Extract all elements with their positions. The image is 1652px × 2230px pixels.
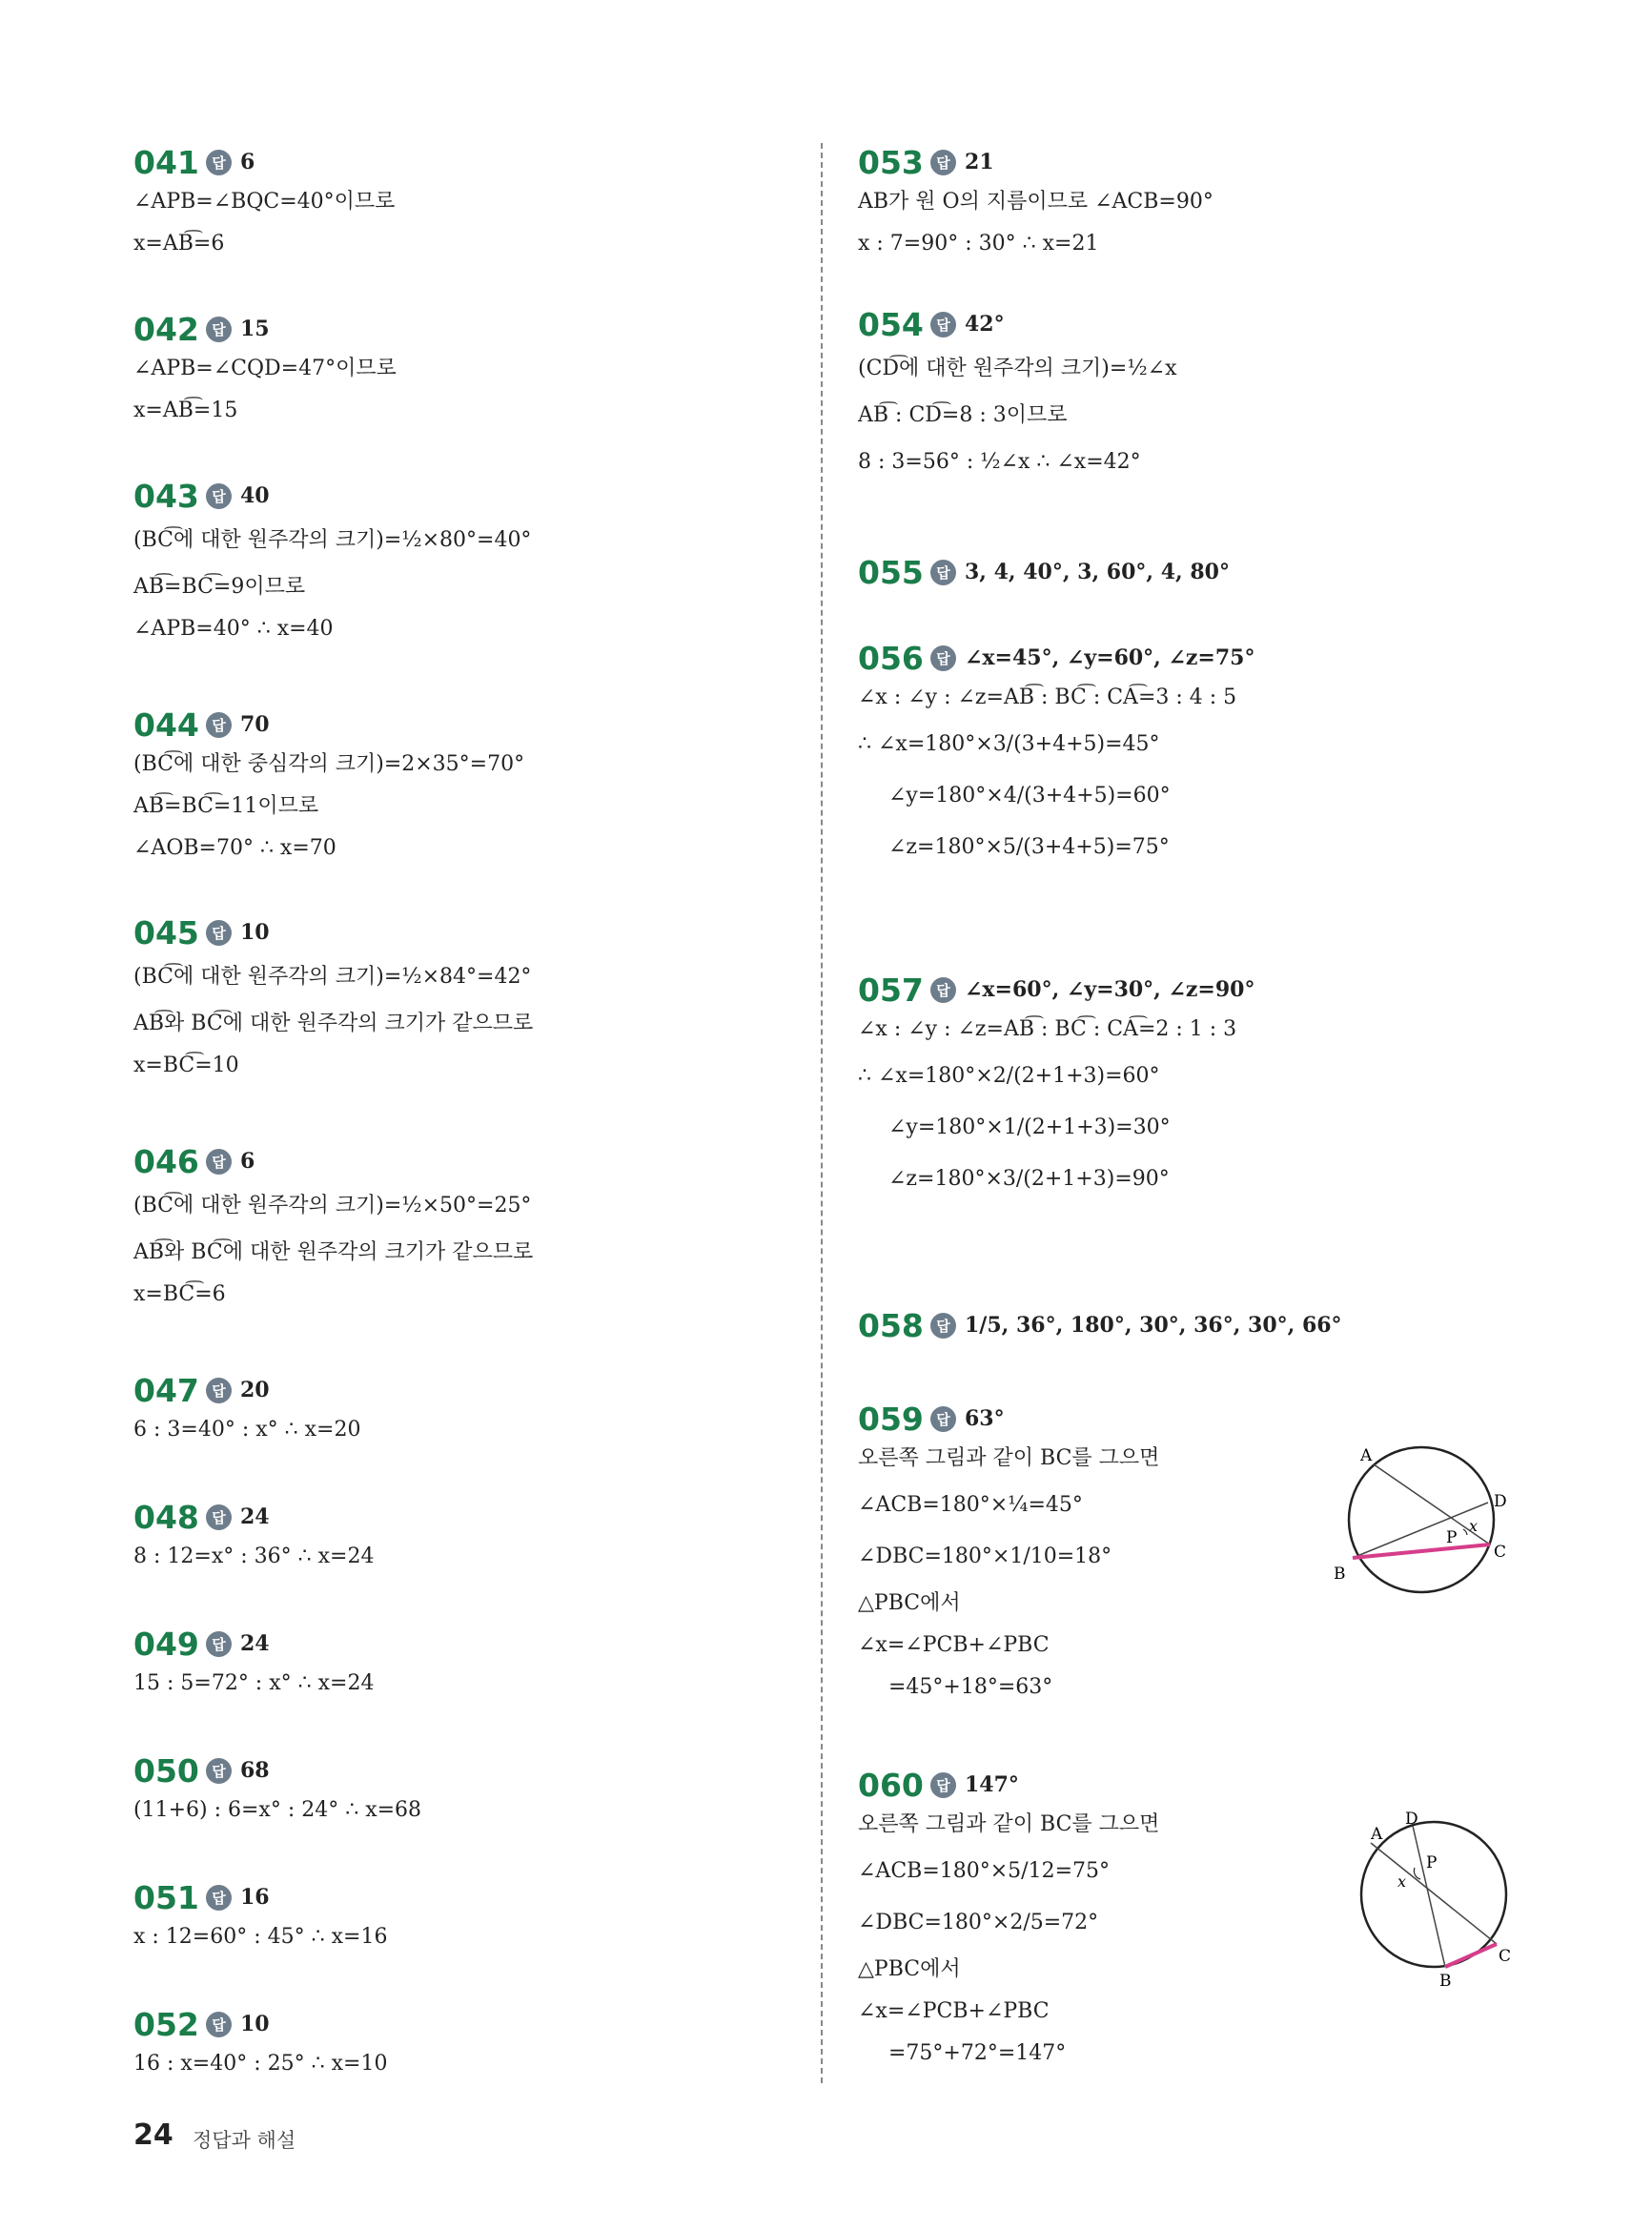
problem-051: [133, 1878, 387, 1958]
answer-badge: 답: [206, 317, 232, 342]
solution-line: ∠x=∠PCB+∠PBC: [858, 1633, 1050, 1657]
problem-048: [133, 1498, 374, 1578]
answer-value: 147°: [965, 1772, 1019, 1797]
solution-line: 15 : 5=72° : x° ∴ x=24: [133, 1671, 375, 1695]
problem-number: 043: [133, 477, 199, 515]
solution-line: ∠ACB=180°×¼=45°: [858, 1493, 1083, 1517]
column-divider: [821, 143, 823, 2083]
problem-number: 055: [858, 553, 924, 591]
solution-line: AB가 원 O의 지름이므로 ∠ACB=90°: [858, 190, 1214, 214]
answer-badge: 답: [930, 560, 956, 585]
problem-058: [858, 1306, 1342, 1344]
solution-line: 16 : x=40° : 25° ∴ x=10: [133, 2052, 388, 2076]
answer-badge: 답: [930, 150, 956, 175]
solution-line: x : 12=60° : 45° ∴ x=16: [133, 1925, 388, 1949]
solution-line: ∠AOB=70° ∴ x=70: [133, 836, 337, 860]
solution-line: x=BC͡=6: [133, 1282, 226, 1306]
problem-number: 056: [858, 639, 924, 677]
label-d: D: [1494, 1492, 1507, 1511]
problem-number: 041: [133, 143, 199, 181]
solution-line: ∠APB=40° ∴ x=40: [133, 617, 334, 641]
answer-value: 1/5, 36°, 180°, 30°, 36°, 30°, 66°: [965, 1313, 1342, 1338]
answer-value: 24: [240, 1631, 270, 1656]
problem-055: [858, 553, 1230, 591]
problem-number: 051: [133, 1878, 199, 1916]
solution-line: △PBC에서: [858, 1591, 961, 1615]
problem-044: [133, 706, 524, 869]
circle-diagram-059: [1330, 1440, 1520, 1602]
label-b: B: [1439, 1972, 1452, 1988]
answer-badge: 답: [930, 977, 956, 1003]
problem-052: [133, 2005, 387, 2085]
answer-value: 10: [240, 2012, 270, 2036]
problem-045: [133, 913, 533, 1087]
answer-value: 63°: [965, 1406, 1005, 1431]
label-b: B: [1334, 1565, 1346, 1584]
answer-value: ∠x=45°, ∠y=60°, ∠z=75°: [965, 645, 1255, 670]
solution-line: ∠z=180°×5/(3+4+5)=75°: [888, 835, 1170, 859]
answer-value: ∠x=60°, ∠y=30°, ∠z=90°: [965, 977, 1255, 1002]
page-number: 24: [133, 2118, 173, 2152]
problem-050: [133, 1751, 421, 1831]
solution-line: ∴ ∠x=180°×2/(2+1+3)=60°: [858, 1064, 1160, 1088]
solution-line: (BC͡에 대한 원주각의 크기)=½×84°=42°: [133, 965, 532, 989]
problem-number: 044: [133, 706, 199, 744]
answer-value: 10: [240, 920, 270, 945]
solution-line: △PBC에서: [858, 1957, 961, 1981]
problem-054: [858, 305, 1176, 488]
solution-line: AB͡ : CD͡=8 : 3이므로: [858, 403, 1068, 427]
problem-number: 059: [858, 1400, 924, 1438]
label-x: x: [1397, 1872, 1407, 1891]
answer-value: 42°: [965, 312, 1005, 337]
solution-line: 8 : 3=56° : ½∠x ∴ ∠x=42°: [858, 450, 1141, 474]
solution-line: 오른쪽 그림과 같이 BC를 그으면: [858, 1446, 1160, 1470]
solution-line: x=AB͡=6: [133, 232, 225, 256]
solution-line: (BC͡에 대한 원주각의 크기)=½×50°=25°: [133, 1194, 532, 1217]
solution-line: ∠x : ∠y : ∠z=AB͡ : BC͡ : CA͡=2 : 1 : 3: [858, 1017, 1237, 1041]
label-a: A: [1360, 1446, 1373, 1465]
problem-042: [133, 310, 397, 432]
problem-057: [858, 971, 1254, 1205]
solution-line: ∠APB=∠CQD=47°이므로: [133, 357, 397, 380]
solution-line: ∠DBC=180°×2/5=72°: [858, 1911, 1099, 1934]
answer-value: 6: [240, 150, 255, 174]
problem-number: 042: [133, 310, 199, 348]
solution-line: AB͡와 BC͡에 대한 원주각의 크기가 같으므로: [133, 1012, 534, 1035]
solution-line: =75°+72°=147°: [888, 2041, 1067, 2065]
answer-badge: 답: [206, 1504, 232, 1530]
solution-line: (CD͡에 대한 원주각의 크기)=½∠x: [858, 357, 1177, 380]
solution-line: x=BC͡=10: [133, 1054, 239, 1077]
solution-line: (BC͡에 대한 원주각의 크기)=½×80°=40°: [133, 528, 532, 552]
solution-line: ∠x : ∠y : ∠z=AB͡ : BC͡ : CA͡=3 : 4 : 5: [858, 685, 1237, 709]
solution-line: x : 7=90° : 30° ∴ x=21: [858, 232, 1099, 256]
answer-badge: 답: [930, 1313, 956, 1339]
solution-line: (BC͡에 대한 중심각의 크기)=2×35°=70°: [133, 752, 525, 776]
label-x: x: [1469, 1517, 1479, 1535]
problem-046: [133, 1142, 533, 1316]
label-c: C: [1499, 1947, 1512, 1966]
chord-db: [1413, 1826, 1445, 1967]
problem-number: 047: [133, 1371, 199, 1409]
solution-line: ∠y=180°×4/(3+4+5)=60°: [888, 784, 1171, 808]
answer-value: 6: [240, 1149, 255, 1174]
answer-badge: 답: [930, 645, 956, 671]
problem-number: 045: [133, 913, 199, 951]
answer-value: 15: [240, 317, 270, 341]
chord-bc: [1353, 1545, 1490, 1558]
label-a: A: [1371, 1825, 1383, 1844]
answer-badge: 답: [206, 920, 232, 946]
problem-043: [133, 477, 531, 650]
answer-value: 21: [965, 150, 994, 174]
problem-number: 054: [858, 305, 924, 343]
answer-badge: 답: [206, 1378, 232, 1403]
label-p: P: [1426, 1853, 1438, 1872]
problem-049: [133, 1625, 374, 1705]
problem-number: 058: [858, 1306, 924, 1344]
solution-line: ∠APB=∠BQC=40°이므로: [133, 190, 396, 214]
answer-value: 40: [240, 483, 270, 508]
solution-line: AB͡=BC͡=11이므로: [133, 794, 319, 818]
solution-line: ∠ACB=180°×5/12=75°: [858, 1859, 1111, 1883]
answer-value: 68: [240, 1758, 270, 1783]
solution-line: ∠x=∠PCB+∠PBC: [858, 1999, 1050, 2023]
label-d: D: [1405, 1810, 1418, 1829]
answer-badge: 답: [930, 1406, 956, 1432]
problem-047: [133, 1371, 360, 1451]
solution-line: 6 : 3=40° : x° ∴ x=20: [133, 1418, 361, 1442]
problem-number: 048: [133, 1498, 199, 1536]
answer-badge: 답: [930, 1772, 956, 1798]
answer-badge: 답: [206, 483, 232, 509]
answer-value: 24: [240, 1504, 270, 1529]
problem-059: [858, 1400, 1159, 1708]
solution-line: AB͡=BC͡=9이므로: [133, 575, 306, 599]
solution-line: ∴ ∠x=180°×3/(3+4+5)=45°: [858, 732, 1160, 756]
problem-number: 057: [858, 971, 924, 1009]
problem-060: [858, 1766, 1159, 2075]
answer-badge: 답: [206, 1149, 232, 1175]
label-c: C: [1494, 1543, 1507, 1562]
answer-value: 16: [240, 1885, 270, 1910]
solution-line: ∠z=180°×3/(2+1+3)=90°: [888, 1167, 1170, 1191]
solution-line: =45°+18°=63°: [888, 1675, 1053, 1699]
solution-line: (11+6) : 6=x° : 24° ∴ x=68: [133, 1798, 422, 1822]
answer-badge: 답: [930, 312, 956, 338]
answer-badge: 답: [206, 1631, 232, 1657]
problem-053: [858, 143, 1214, 265]
answer-badge: 답: [206, 1885, 232, 1911]
solution-line: x=AB͡=15: [133, 399, 238, 422]
chord-bc: [1445, 1944, 1497, 1967]
answer-badge: 답: [206, 150, 232, 175]
circle-diagram-060: [1344, 1807, 1525, 1988]
footer-section: 정답과 해설: [193, 2129, 296, 2152]
problem-041: [133, 143, 395, 265]
problem-number: 052: [133, 2005, 199, 2043]
solution-line: ∠y=180°×1/(2+1+3)=30°: [888, 1115, 1171, 1139]
solution-line: ∠DBC=180°×1/10=18°: [858, 1545, 1112, 1568]
solution-line: 오른쪽 그림과 같이 BC를 그으면: [858, 1812, 1160, 1836]
problem-number: 050: [133, 1751, 199, 1790]
problem-number: 049: [133, 1625, 199, 1663]
problem-number: 060: [858, 1766, 924, 1804]
solution-line: 8 : 12=x° : 36° ∴ x=24: [133, 1545, 375, 1568]
solution-line: AB͡와 BC͡에 대한 원주각의 크기가 같으므로: [133, 1240, 534, 1264]
problem-number: 046: [133, 1142, 199, 1180]
answer-badge: 답: [206, 2012, 232, 2037]
answer-value: 3, 4, 40°, 3, 60°, 4, 80°: [965, 560, 1230, 584]
answer-value: 20: [240, 1378, 270, 1402]
label-p: P: [1446, 1528, 1458, 1547]
problem-number: 053: [858, 143, 924, 181]
answer-badge: 답: [206, 712, 232, 738]
answer-value: 70: [240, 712, 270, 737]
answer-badge: 답: [206, 1758, 232, 1784]
problem-056: [858, 639, 1254, 873]
